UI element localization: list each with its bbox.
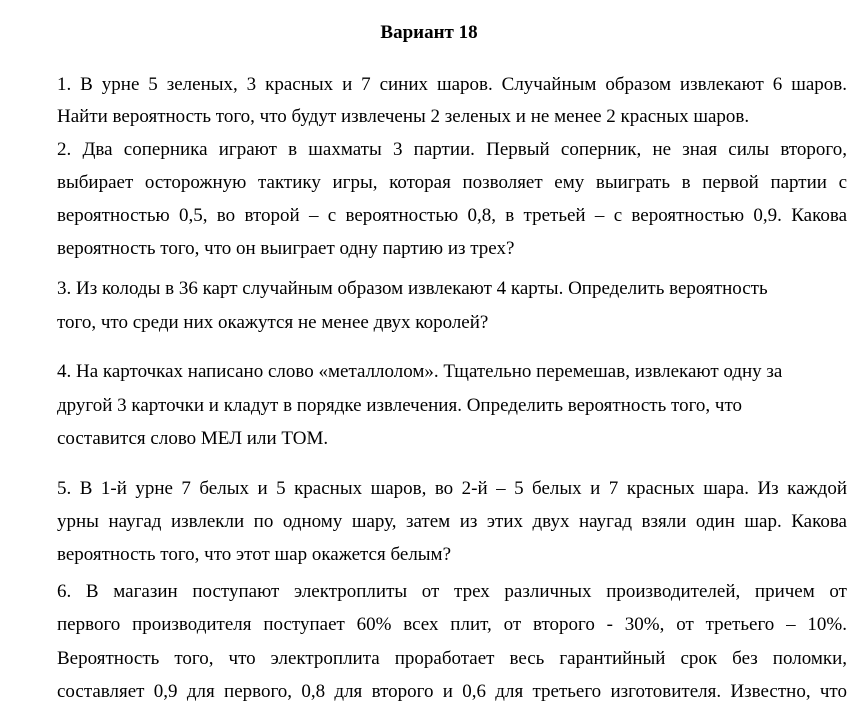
page-title: Вариант 18 <box>380 22 478 43</box>
text-line: первого производителя поступает 60% всех плит, от второго - 30%, от третьего – 10%. <box>57 614 847 635</box>
text-line: Вероятность того, что электроплита проработает весь гарантийный срок без поломки, <box>57 648 847 669</box>
text-line: 2. Два соперника играют в шахматы 3 партии. Первый соперник, не зная силы второго, <box>57 139 847 160</box>
text-line: составится слово МЕЛ или ТОМ. <box>57 428 329 449</box>
text-line: 3. Из колоды в 36 карт случайным образом извлекают 4 карты. Определить вероятность <box>57 278 768 299</box>
text-line: выбирает осторожную тактику игры, которая позволяет ему выиграть в первой партии с <box>57 172 847 193</box>
text-line: 6. В магазин поступают электроплиты от трех различных производителей, причем от <box>57 581 847 602</box>
text-line: вероятностью 0,5, во второй – с вероятностью 0,8, в третьей – с вероятностью 0,9. Какова <box>57 205 847 226</box>
text-line: урны наугад извлекли по одному шару, затем из этих двух наугад взяли один шар. Какова <box>57 511 847 532</box>
text-line: другой 3 карточки и кладут в порядке извлечения. Определить вероятность того, что <box>57 395 743 416</box>
text-line: составляет 0,9 для первого, 0,8 для второго и 0,6 для третьего изготовителя. Известно, что <box>57 681 847 702</box>
text-line: вероятность того, что он выиграет одну партию из трех? <box>57 238 515 259</box>
text-line: 1. В урне 5 зеленых, 3 красных и 7 синих шаров. Случайным образом извлекают 6 шаров. <box>57 74 847 95</box>
text-line: вероятность того, что этот шар окажется белым? <box>57 544 452 565</box>
text-line: 5. В 1-й урне 7 белых и 5 красных шаров, во 2-й – 5 белых и 7 красных шара. Из каждой <box>57 478 847 499</box>
text-line: 4. На карточках написано слово «металлолом». Тщательно перемешав, извлекают одну за <box>57 361 783 382</box>
text-line: Найти вероятность того, что будут извлечены 2 зеленых и не менее 2 красных шаров. <box>57 106 750 127</box>
text-line: того, что среди них окажутся не менее двух королей? <box>57 312 489 333</box>
